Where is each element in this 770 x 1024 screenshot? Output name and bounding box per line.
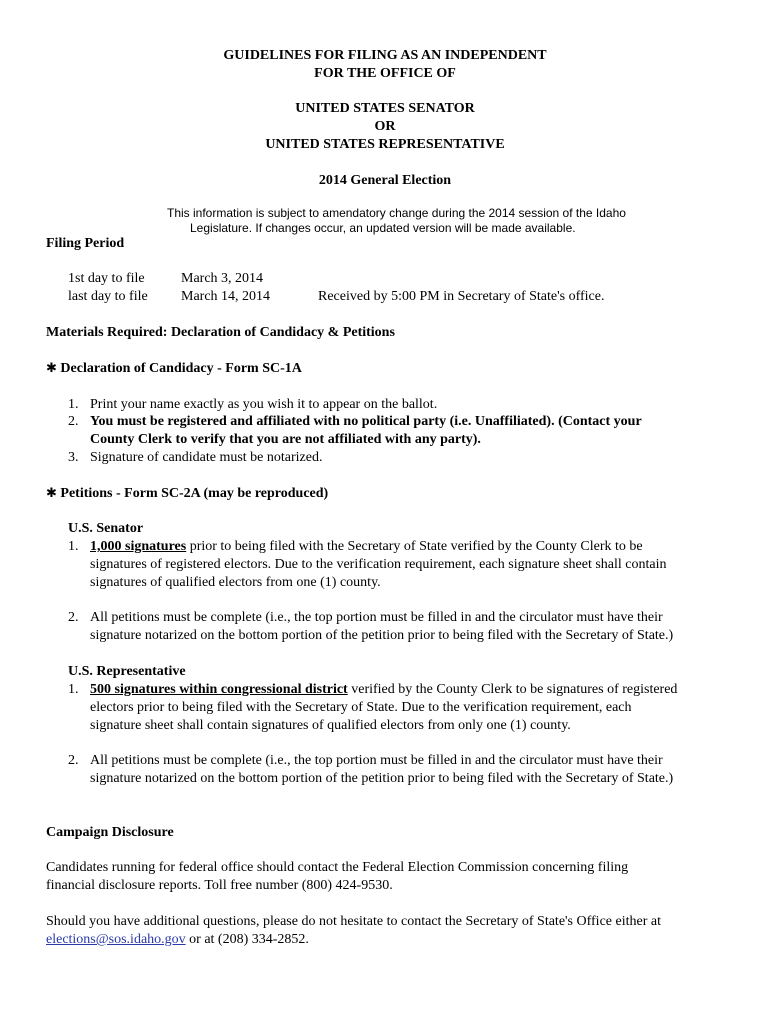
item-number: 3.	[68, 450, 79, 465]
notice-line-1: This information is subject to amendatory change during the 2014 session of the Idaho	[167, 206, 626, 220]
list-item	[68, 449, 322, 467]
declaration-heading-text: Declaration of Candidacy - Form SC-1A	[60, 361, 302, 376]
last-day-date: March 14, 2014	[181, 289, 271, 304]
item-number: 2.	[68, 414, 79, 429]
item-text: You must be registered and affiliated with no political party (i.e. Unaffiliated). (Contact your	[90, 414, 642, 429]
first-day-label: 1st day to file	[68, 271, 145, 286]
email-link[interactable]: elections@sos.idaho.gov	[46, 932, 186, 947]
signature-requirement: 500 signatures within congressional district	[90, 682, 348, 697]
contact-line-2	[46, 931, 309, 949]
contact-line-1: Should you have additional questions, please do not hesitate to contact the Secretary of State's Office either at	[46, 914, 661, 929]
title-line-4: OR	[374, 119, 396, 134]
disclosure-line-2: financial disclosure reports. Toll free number (800) 424-9530.	[46, 878, 393, 893]
signature-requirement: 1,000 signatures	[90, 539, 187, 554]
phone-text: or at (208) 334-2852.	[185, 932, 309, 947]
asterisk-bullet-icon: ✱	[46, 486, 57, 501]
list-item	[68, 681, 677, 699]
title-line-2: FOR THE OFFICE OF	[314, 66, 456, 81]
petitions-heading	[46, 485, 328, 503]
representative-heading: U.S. Representative	[68, 664, 186, 679]
senator-heading: U.S. Senator	[68, 521, 144, 536]
item-number: 2.	[68, 610, 79, 625]
list-item	[68, 609, 663, 627]
item-number: 1.	[68, 682, 79, 697]
asterisk-bullet-icon: ✱	[46, 361, 57, 376]
item-text-continued: electors prior to being filed with the Secretary of State. Due to the verification requirement, each	[90, 700, 632, 715]
item-text-continued: signatures of registered electors. Due to the verification requirement, each signature sheet shall contain	[90, 557, 667, 572]
item-number: 2.	[68, 753, 79, 768]
deadline-note: Received by 5:00 PM in Secretary of State's office.	[318, 289, 605, 304]
filing-period-heading: Filing Period	[46, 236, 125, 251]
item-text-continued: signature notarized on the bottom portion of the petition prior to being filed with the Secretary of State.)	[90, 628, 674, 643]
item-number: 1.	[68, 397, 79, 412]
item-text-continued: signatures of qualified electors from one (1) county.	[90, 575, 381, 590]
item-text: Signature of candidate must be notarized.	[90, 450, 323, 465]
last-day-label: last day to file	[68, 289, 148, 304]
first-day-date: March 3, 2014	[181, 271, 264, 286]
declaration-heading	[46, 360, 302, 378]
item-number: 1.	[68, 539, 79, 554]
list-item	[68, 538, 643, 556]
list-item	[68, 396, 437, 414]
item-text-continued: County Clerk to verify that you are not affiliated with any party).	[90, 432, 481, 447]
item-text: prior to being filed with the Secretary of State verified by the County Clerk to be	[186, 539, 643, 554]
title-line-1: GUIDELINES FOR FILING AS AN INDEPENDENT	[223, 48, 547, 63]
disclosure-line-1: Candidates running for federal office should contact the Federal Election Commission concerning filing	[46, 860, 629, 875]
item-text: All petitions must be complete (i.e., the top portion must be filled in and the circulator must have their	[90, 753, 663, 768]
item-text-continued: signature sheet shall contain signatures of qualified electors from only one (1) county.	[90, 718, 571, 733]
notice-line-2: Legislature. If changes occur, an updated version will be made available.	[190, 221, 576, 235]
item-text: verified by the County Clerk to be signatures of registered	[347, 682, 678, 697]
election-title: 2014 General Election	[318, 173, 452, 188]
petitions-heading-text: Petitions - Form SC-2A (may be reproduced)	[60, 486, 329, 501]
item-text: All petitions must be complete (i.e., the top portion must be filled in and the circulator must have their	[90, 610, 663, 625]
title-line-3: UNITED STATES SENATOR	[295, 101, 475, 116]
materials-heading: Materials Required: Declaration of Candidacy & Petitions	[46, 325, 395, 340]
disclosure-heading: Campaign Disclosure	[46, 825, 174, 840]
item-text: Print your name exactly as you wish it to appear on the ballot.	[90, 397, 438, 412]
list-item	[68, 413, 642, 431]
item-text-continued: signature notarized on the bottom portion of the petition prior to being filed with the Secretary of State.)	[90, 771, 674, 786]
list-item	[68, 752, 663, 770]
title-line-5: UNITED STATES REPRESENTATIVE	[265, 137, 505, 152]
